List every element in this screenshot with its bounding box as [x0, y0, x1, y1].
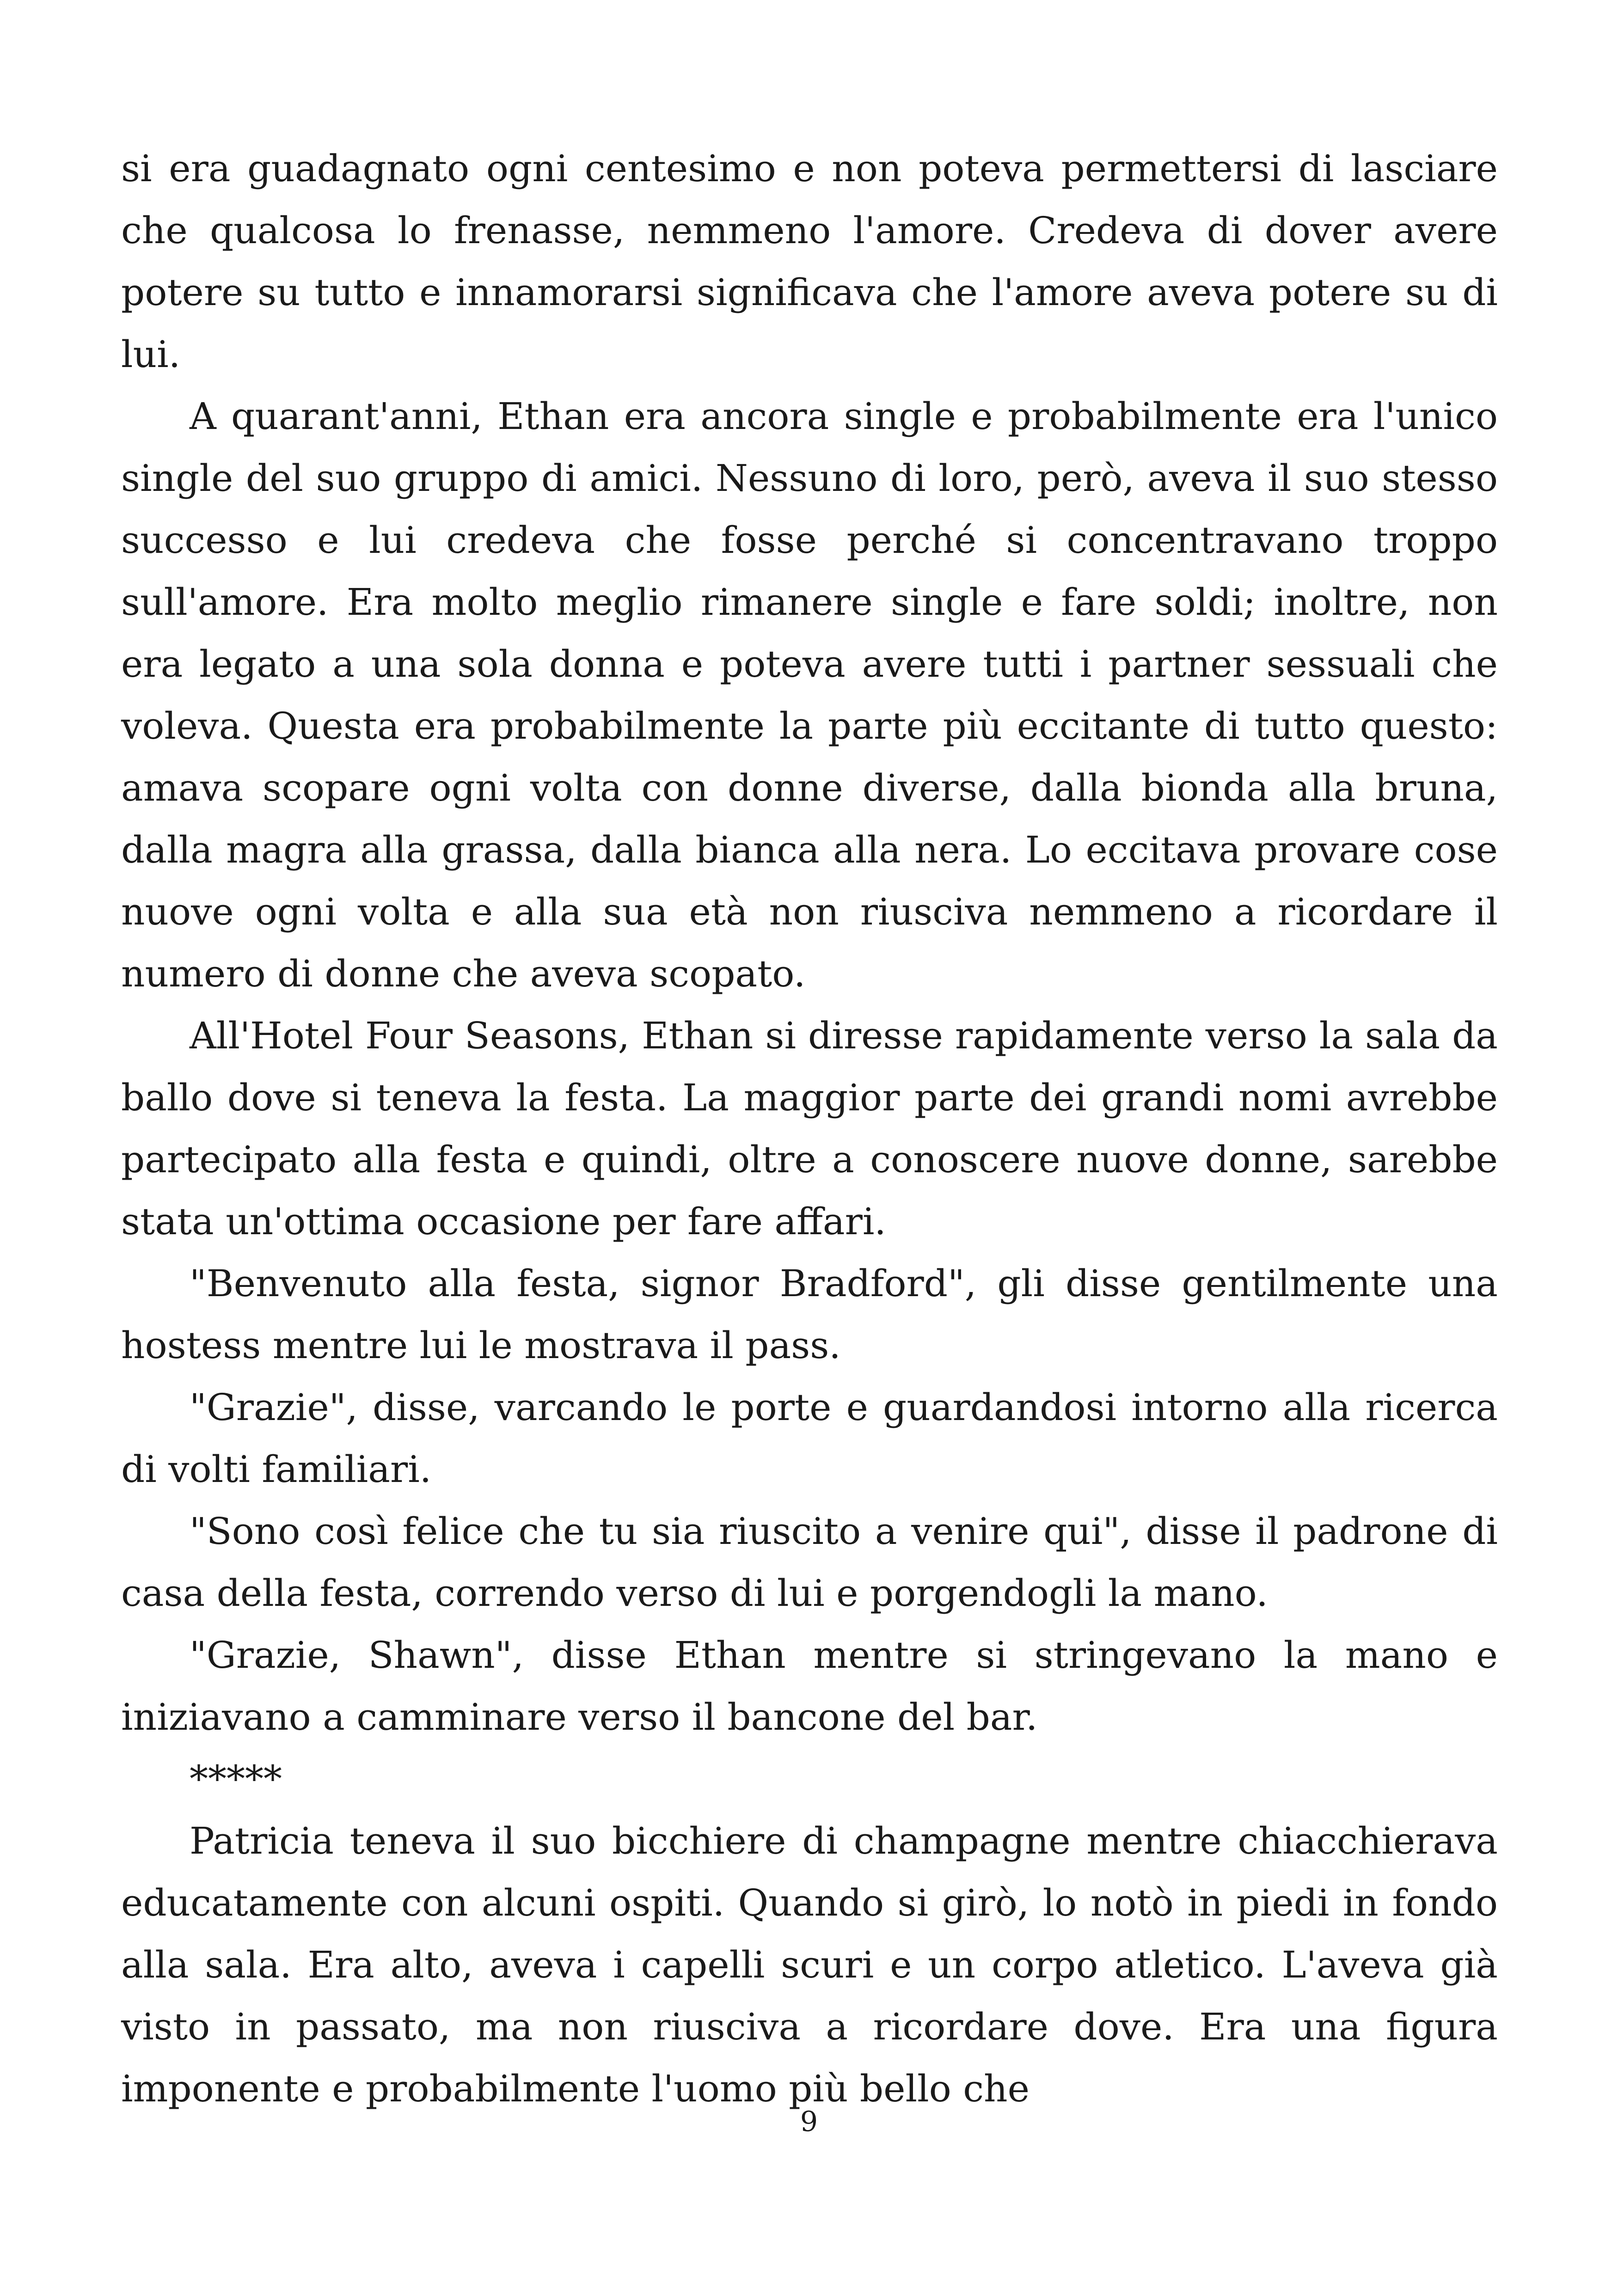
page-number: 9: [800, 2106, 818, 2138]
paragraph-8: Patricia teneva il suo bicchiere di champagne mentre chiacchierava educatamente con alcuni ospiti. Quando si girò, lo notò in piedi in fondo alla sala. Era alto, aveva i capelli scuri e un corpo atletico. L'aveva già visto in passato, ma non riusciva a ricordare dove. Era una figura imponente e probabilmente l'uomo più bello che: [121, 1819, 1498, 2110]
paragraph-2: A quarant'anni, Ethan era ancora single e probabilmente era l'unico single del suo gruppo di amici. Nessuno di loro, però, aveva il suo stesso successo e lui credeva che fosse perché si concentravano troppo sull'amore. Era molto meglio rimanere single e fare soldi; inoltre, non era legato a una sola donna e poteva avere tutti i partner sessuali che voleva. Questa era probabilmente la parte più eccitante di tutto questo: amava scopare ogni volta con donne diverse, dalla bionda alla bruna, dalla magra alla grassa, dalla bianca alla nera. Lo eccitava provare cose nuove ogni volta e alla sua età non riusciva nemmeno a ricordare il numero di donne che aveva scopato.: [121, 395, 1498, 995]
section-separator: *****: [190, 1757, 282, 1800]
paragraph-6: "Sono così felice che tu sia riuscito a venire qui", disse il padrone di casa della festa, correndo verso di lui e porgendogli la mano.: [121, 1510, 1498, 1615]
paragraph-5: "Grazie", disse, varcando le porte e guardandosi intorno alla ricerca di volti familiari.: [121, 1386, 1498, 1491]
paragraph-4: "Benvenuto alla festa, signor Bradford", gli disse gentilmente una hostess mentre lui le mostrava il pass.: [121, 1262, 1498, 1367]
paragraph-3: All'Hotel Four Seasons, Ethan si diresse rapidamente verso la sala da ballo dove si teneva la festa. La maggior parte dei grandi nomi avrebbe partecipato alla festa e quindi, oltre a conoscere nuove donne, sarebbe stata un'ottima occasione per fare affari.: [121, 1014, 1498, 1243]
paragraph-1: si era guadagnato ogni centesimo e non poteva permettersi di lasciare che qualcosa lo frenasse, nemmeno l'amore. Credeva di dover avere potere su tutto e innamorarsi significava che l'amore aveva potere su di lui.: [121, 147, 1498, 376]
body-text: [121, 138, 1498, 2120]
paragraph-7: "Grazie, Shawn", disse Ethan mentre si stringevano la mano e iniziavano a camminare verso il bancone del bar.: [121, 1634, 1498, 1739]
